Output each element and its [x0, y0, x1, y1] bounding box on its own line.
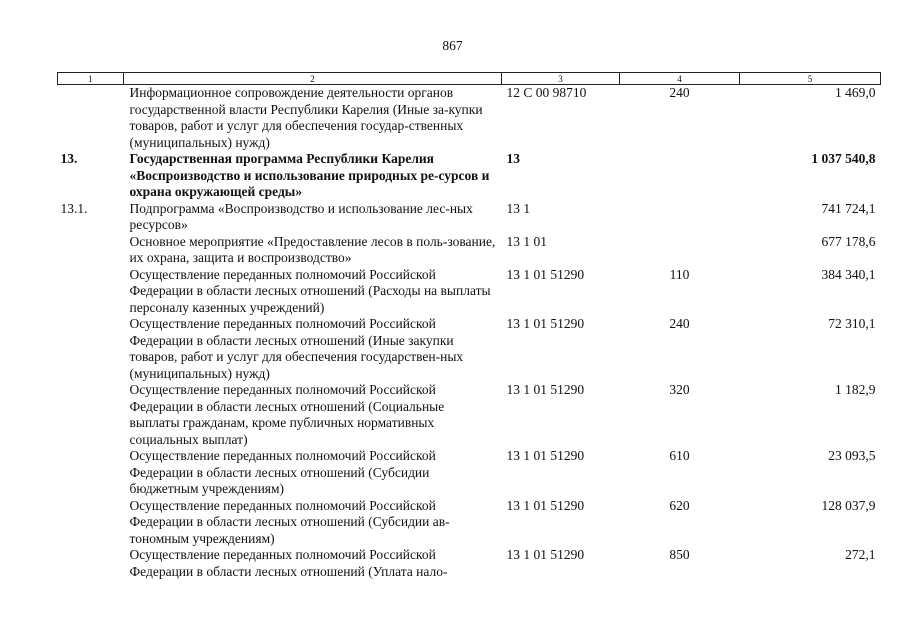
table-row	[58, 498, 881, 548]
row-number	[58, 316, 124, 382]
column-header-amount: 5	[740, 73, 881, 85]
row-classification-code: 13 1 01 51290	[506, 547, 585, 562]
row-expense-type	[620, 201, 740, 234]
row-expense-type: 320	[669, 382, 690, 397]
row-name: Осуществление переданных полномочий Российской Федерации в области лесных отношений (Субсидии ав-тономным учреждениям)	[129, 497, 450, 546]
row-number: 13.	[60, 151, 78, 166]
row-classification-code: 13 1 01	[506, 233, 547, 249]
row-number	[58, 85, 124, 152]
table-row	[58, 382, 881, 448]
column-header-number: 1	[58, 73, 124, 85]
row-amount: 384 340,1	[821, 266, 876, 282]
row-amount: 272,1	[845, 547, 876, 562]
row-expense-type: 240	[669, 85, 690, 100]
table-row	[58, 316, 881, 382]
row-amount: 1 469,0	[835, 85, 876, 100]
row-amount: 23 093,5	[828, 448, 876, 463]
column-header-expense-type: 4	[620, 73, 740, 85]
row-classification-code: 13	[506, 151, 520, 166]
row-expense-type	[620, 234, 740, 267]
row-number: 13.1.	[60, 200, 88, 216]
table-row	[58, 547, 881, 580]
page-number: 867	[442, 38, 463, 53]
row-name: Информационное сопровождение деятельности органов государственной власти Республики Карелия (Иные за-купки товаров, работ и услуг для обеспечения государ-ственных (муниципальных) нужд)	[129, 85, 483, 150]
row-expense-type: 610	[669, 448, 690, 463]
table-row	[58, 267, 881, 317]
row-classification-code: 13 1 01 51290	[506, 266, 585, 282]
row-name: Государственная программа Республики Карелия «Воспроизводство и использование природных ре-сурсов и охрана окружающей среды»	[129, 151, 490, 199]
row-name: Осуществление переданных полномочий Российской Федерации в области лесных отношений (Расходы на выплаты персоналу казенных учреждений)	[129, 266, 491, 315]
row-amount: 1 037 540,8	[811, 151, 876, 166]
row-classification-code: 13 1 01 51290	[506, 448, 585, 463]
row-expense-type: 620	[669, 497, 690, 513]
table-row	[58, 201, 881, 234]
table-row	[58, 151, 881, 201]
row-classification-code: 13 1 01 51290	[506, 382, 585, 397]
row-expense-type	[620, 151, 740, 201]
row-amount: 128 037,9	[821, 497, 876, 513]
row-name: Осуществление переданных полномочий Российской Федерации в области лесных отношений (Субсидии бюджетным учреждениям)	[129, 448, 436, 496]
row-classification-code: 12 С 00 98710	[506, 85, 587, 100]
budget-table	[57, 72, 881, 580]
table-body	[58, 85, 881, 581]
table-row	[58, 234, 881, 267]
row-amount: 741 724,1	[821, 200, 876, 216]
row-name: Осуществление переданных полномочий Российской Федерации в области лесных отношений (Социальные выплаты гражданам, кроме публичных нормативных социальных выплат)	[129, 382, 445, 447]
column-header-code: 3	[502, 73, 620, 85]
row-expense-type: 110	[669, 266, 690, 282]
row-number	[58, 267, 124, 317]
row-amount: 72 310,1	[828, 316, 876, 331]
row-number	[58, 234, 124, 267]
row-name: Основное мероприятие «Предоставление лесов в поль-зование, их охрана, защита и воспроизводство»	[129, 233, 496, 265]
row-name: Подпрограмма «Воспроизводство и использование лес-ных ресурсов»	[129, 200, 473, 232]
row-classification-code: 13 1 01 51290	[506, 497, 585, 513]
row-name: Осуществление переданных полномочий Российской Федерации в области лесных отношений (Уплата нало-	[129, 547, 448, 579]
row-classification-code: 13 1 01 51290	[506, 316, 585, 331]
row-number	[58, 547, 124, 580]
column-header-name: 2	[124, 73, 502, 85]
row-number	[58, 382, 124, 448]
row-amount: 1 182,9	[835, 382, 876, 397]
table-header-row	[58, 73, 881, 85]
row-number	[58, 498, 124, 548]
row-classification-code: 13 1	[506, 200, 531, 216]
row-expense-type: 850	[669, 547, 690, 562]
row-expense-type: 240	[669, 316, 690, 331]
table-row	[58, 448, 881, 498]
table-row	[58, 85, 881, 152]
row-name: Осуществление переданных полномочий Российской Федерации в области лесных отношений (Иные закупки товаров, работ и услуг для обеспечения государствен-ных (муниципальных) нужд)	[129, 316, 464, 381]
row-number	[58, 448, 124, 498]
row-amount: 677 178,6	[821, 233, 876, 249]
